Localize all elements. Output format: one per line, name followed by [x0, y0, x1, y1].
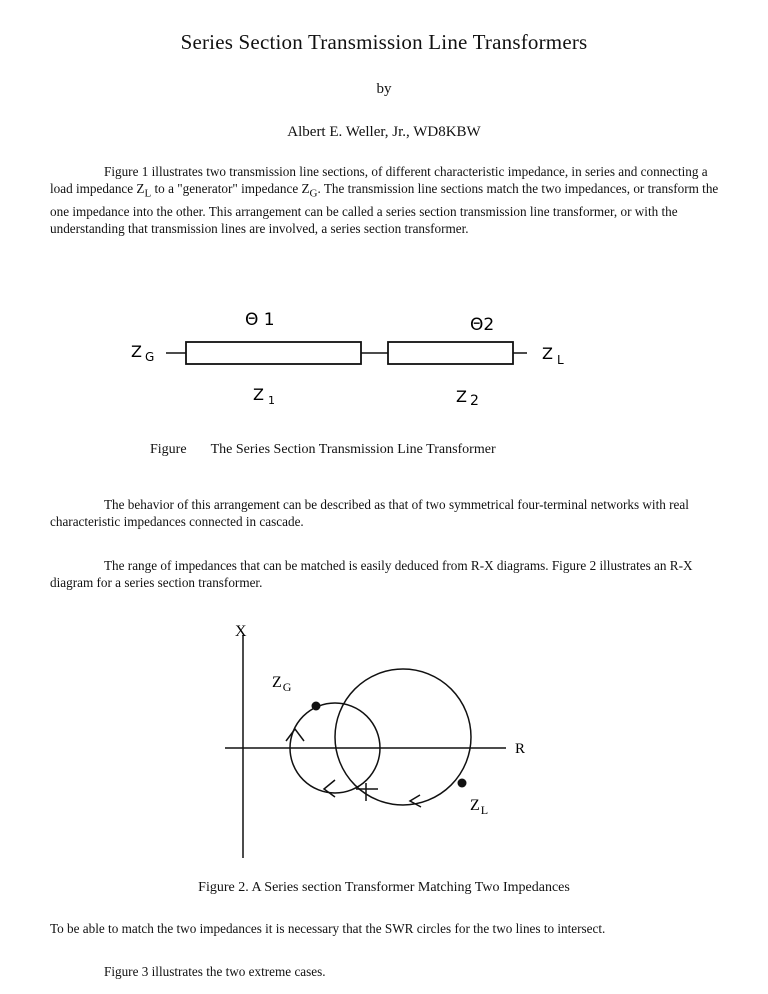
z2-label: Z 2: [456, 387, 479, 409]
intro-sub-g: G: [309, 187, 318, 200]
paragraph-intro: [50, 163, 730, 237]
figure1-caption-label: Figure: [150, 442, 187, 457]
range-text: The range of impedances that can be matched is easily deduced from R-X diagrams. Figure 2 illustrates an R-X diagram for a series section transformer.: [50, 558, 693, 591]
line-section-2: [388, 342, 513, 364]
arrow-left-icon: [324, 780, 335, 797]
figure2-rx-diagram: [0, 615, 768, 865]
zl-point: [458, 779, 467, 788]
figure1-schematic: [0, 290, 768, 420]
paragraph-behavior: [50, 496, 730, 530]
byline: by: [376, 81, 392, 97]
line-section-1: [186, 342, 361, 364]
paragraph-extremes: Figure 3 illustrates the two extreme cases.: [104, 964, 326, 979]
author-line: Albert E. Weller, Jr., WD8KBW: [287, 124, 481, 140]
arrow-up-icon: [286, 729, 304, 741]
paper-title: Series Section Transmission Line Transformers: [180, 30, 588, 54]
paragraph-range: [50, 557, 730, 591]
swr-circle-large: [335, 669, 471, 805]
intro-text-a: Figure 1 illustrates two transmission line sections, of different characteristic impedance, in series and connecting a load impedance Z: [50, 164, 708, 197]
zl-point-label: $Z_L$: [470, 797, 489, 817]
theta2-label: Θ2: [470, 315, 495, 335]
figure1-caption: [150, 442, 496, 458]
behavior-text: The behavior of this arrangement can be described as that of two symmetrical four-terminal networks with real characteristic impedances connected in cascade.: [50, 497, 689, 530]
r-axis-label: R: [515, 741, 526, 757]
theta1-label: Θ 1: [245, 310, 275, 330]
figure2-caption: Figure 2. A Series section Transformer Matching Two Impedances: [198, 880, 570, 895]
intro-sub-l: L: [144, 187, 152, 200]
z1-label: Z $_1$: [253, 385, 275, 407]
intro-text-b: to a "generator" impedance Z: [151, 181, 310, 197]
zg-point-label: $Z_G$: [272, 674, 292, 694]
zg-label: Z $_G$: [131, 342, 155, 364]
paragraph-match: To be able to match the two impedances it is necessary that the SWR circles for the two lines to intersect.: [50, 921, 606, 936]
zg-point: [312, 702, 321, 711]
figure1-caption-text: The Series Section Transmission Line Transformer: [210, 442, 496, 457]
intro-text-c: . The transmission line sections match the two impedances, or transform the one impedance into the other. This arrangement can be called a series section transmission line transformer, or with the understanding that transmission lines are involved, a series section transformer.: [50, 181, 719, 237]
x-axis-label: X: [235, 623, 247, 640]
zl-label: Z $_L$: [542, 344, 564, 367]
